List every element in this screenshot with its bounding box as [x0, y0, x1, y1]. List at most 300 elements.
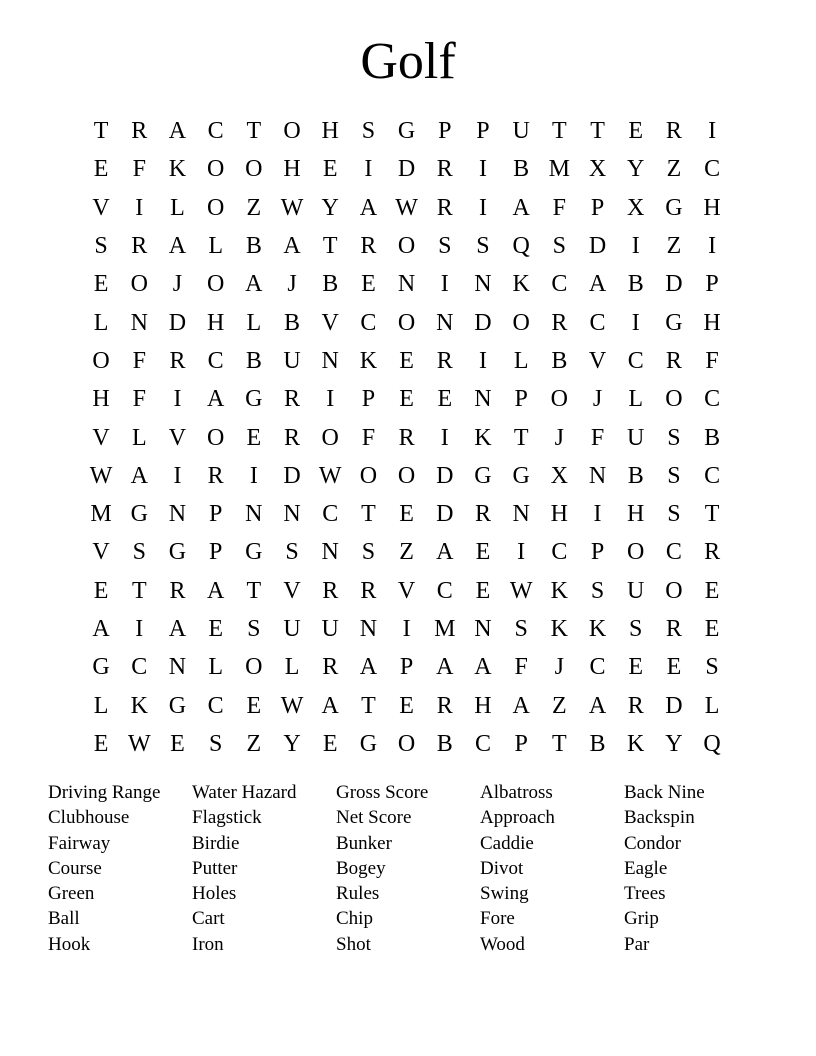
grid-letter: E — [246, 692, 262, 719]
word-list-item: Green — [48, 883, 95, 905]
grid-letter: J — [554, 424, 565, 451]
grid-letter: P — [476, 118, 490, 145]
grid-letter: A — [206, 577, 225, 604]
grid-letter: F — [705, 347, 719, 374]
grid-letter: S — [667, 462, 681, 489]
grid-letter: S — [361, 539, 376, 566]
grid-letter: I — [135, 194, 144, 221]
grid-letter: R — [169, 577, 186, 604]
grid-letter: D — [665, 271, 683, 298]
grid-letter: J — [172, 271, 183, 298]
grid-row — [82, 495, 732, 533]
grid-letter: U — [627, 577, 645, 604]
grid-letter: H — [321, 118, 339, 145]
word-list-item: Grip — [624, 908, 659, 930]
grid-letter: P — [208, 539, 223, 566]
grid-letter: R — [322, 577, 339, 604]
grid-letter: B — [284, 309, 301, 336]
word-list-item: Albatross — [480, 782, 553, 803]
grid-letter: S — [667, 501, 681, 528]
grid-letter: R — [665, 347, 682, 374]
grid-letter: G — [359, 730, 378, 757]
grid-letter: R — [284, 424, 301, 451]
letter-grid — [82, 112, 732, 763]
grid-letter: O — [245, 654, 263, 681]
grid-letter: I — [326, 386, 335, 413]
grid-letter: H — [92, 386, 110, 413]
grid-letter: G — [245, 539, 263, 566]
grid-letter: K — [168, 156, 187, 183]
grid-letter: A — [92, 616, 110, 642]
grid-letter: E — [628, 654, 644, 681]
word-list-item: Backspin — [624, 807, 695, 829]
grid-letter: O — [397, 233, 416, 260]
grid-row — [82, 648, 732, 686]
grid-letter: E — [704, 577, 720, 604]
grid-letter: T — [513, 424, 529, 451]
grid-letter: P — [705, 271, 719, 298]
grid-letter: E — [475, 539, 491, 566]
grid-letter: R — [360, 233, 377, 260]
word-list-item: Back Nine — [624, 782, 705, 803]
grid-letter: K — [550, 616, 569, 642]
grid-letter: O — [283, 118, 301, 145]
grid-letter: K — [359, 347, 378, 374]
grid-letter: M — [434, 616, 456, 642]
grid-letter: L — [513, 347, 529, 374]
grid-row — [82, 189, 732, 227]
grid-letter: P — [514, 730, 528, 757]
grid-letter: E — [170, 730, 185, 757]
word-list-item: Flagstick — [192, 807, 262, 829]
grid-row — [82, 457, 732, 495]
grid-letter: E — [93, 271, 109, 298]
grid-letter: U — [283, 616, 301, 642]
grid-letter: A — [168, 616, 187, 642]
grid-letter: N — [397, 271, 416, 298]
grid-letter: N — [168, 501, 187, 528]
grid-letter: O — [206, 194, 225, 221]
grid-letter: L — [170, 194, 185, 221]
grid-letter: S — [208, 730, 223, 757]
grid-letter: X — [588, 156, 607, 183]
word-list-item: Holes — [192, 883, 237, 905]
grid-letter: G — [474, 462, 492, 489]
grid-letter: L — [628, 386, 644, 413]
grid-letter: T — [361, 692, 376, 719]
grid-letter: A — [588, 271, 607, 298]
grid-letter: N — [474, 616, 492, 642]
grid-letter: I — [593, 501, 602, 528]
grid-row — [82, 380, 732, 418]
grid-letter: R — [704, 539, 721, 566]
grid-letter: C — [551, 539, 568, 566]
word-list-column — [192, 780, 336, 957]
grid-letter: E — [628, 118, 644, 145]
grid-letter: I — [631, 309, 640, 336]
grid-letter: I — [708, 118, 717, 145]
grid-letter: L — [284, 654, 300, 681]
grid-letter: G — [130, 501, 148, 528]
grid-letter: S — [247, 616, 261, 642]
word-list-item: Bogey — [336, 857, 386, 879]
grid-row — [82, 227, 732, 265]
grid-letter: O — [397, 309, 416, 336]
grid-letter: S — [514, 616, 528, 642]
page-title: Golf — [360, 33, 456, 90]
grid-letter: C — [207, 692, 224, 719]
grid-letter: B — [704, 424, 721, 451]
grid-letter: H — [474, 692, 492, 719]
grid-letter: F — [361, 424, 376, 451]
word-list-item: Wood — [480, 933, 525, 955]
grid-letter: P — [361, 386, 376, 413]
grid-letter: E — [246, 424, 262, 451]
grid-letter: H — [550, 501, 569, 528]
grid-letter: E — [208, 616, 223, 642]
grid-letter: C — [207, 347, 224, 374]
grid-letter: T — [552, 730, 567, 757]
grid-letter: U — [512, 118, 530, 145]
grid-letter: N — [359, 616, 378, 642]
grid-letter: E — [437, 386, 453, 413]
grid-letter: E — [93, 730, 109, 757]
grid-letter: A — [512, 194, 530, 221]
grid-letter: H — [703, 194, 721, 221]
grid-letter: V — [283, 577, 301, 604]
word-list-item: Gross Score — [336, 782, 429, 803]
grid-letter: C — [589, 309, 606, 336]
grid-letter: L — [704, 692, 720, 719]
grid-letter: K — [550, 577, 569, 604]
grid-letter: E — [322, 730, 338, 757]
grid-letter: J — [287, 271, 297, 298]
grid-letter: G — [512, 462, 530, 489]
grid-row — [82, 150, 732, 188]
grid-letter: R — [665, 616, 682, 642]
grid-letter: B — [551, 347, 568, 374]
grid-letter: B — [589, 730, 606, 757]
grid-letter: R — [207, 462, 224, 489]
grid-letter: Z — [246, 194, 262, 221]
grid-letter: O — [397, 730, 416, 757]
grid-letter: L — [208, 233, 223, 260]
word-list-item: Course — [48, 857, 102, 879]
word-list-item: Condor — [624, 832, 681, 854]
grid-row — [82, 303, 732, 341]
word-list-column — [624, 780, 768, 957]
grid-letter: D — [436, 462, 454, 489]
grid-letter: U — [627, 424, 645, 451]
grid-letter: P — [590, 194, 605, 221]
grid-letter: L — [131, 424, 147, 451]
grid-letter: O — [627, 539, 645, 566]
grid-letter: F — [590, 424, 605, 451]
grid-letter: R — [665, 118, 682, 145]
grid-letter: I — [478, 347, 487, 374]
word-list-item: Chip — [336, 908, 373, 930]
grid-letter: A — [436, 539, 454, 566]
grid-letter: T — [361, 501, 376, 528]
grid-letter: B — [627, 462, 644, 489]
grid-letter: A — [588, 692, 607, 719]
grid-letter: O — [665, 386, 683, 413]
grid-letter: D — [665, 692, 683, 719]
grid-letter: R — [131, 118, 148, 145]
grid-letter: H — [283, 156, 301, 183]
word-list-item: Cart — [192, 908, 225, 930]
grid-letter: I — [478, 156, 487, 183]
grid-letter: B — [513, 156, 530, 183]
word-list-item: Trees — [624, 883, 666, 905]
word-list-item: Clubhouse — [48, 807, 130, 829]
grid-letter: N — [474, 271, 492, 298]
word-list-column — [336, 780, 480, 957]
grid-letter: N — [436, 309, 454, 336]
word-list-item: Birdie — [192, 832, 240, 854]
grid-letter: S — [285, 539, 299, 566]
grid-letter: A — [206, 386, 225, 413]
grid-letter: Z — [246, 730, 262, 757]
word-list-item: Water Hazard — [192, 782, 297, 803]
grid-letter: N — [474, 386, 492, 413]
grid-letter: K — [627, 730, 645, 757]
grid-letter: E — [93, 156, 109, 183]
grid-letter: H — [703, 309, 721, 336]
grid-letter: S — [629, 616, 643, 642]
grid-letter: R — [284, 386, 301, 413]
grid-letter: E — [399, 347, 414, 374]
grid-letter: T — [131, 577, 147, 604]
grid-letter: L — [93, 309, 109, 336]
grid-letter: F — [514, 654, 528, 681]
grid-letter: T — [704, 501, 720, 528]
grid-letter: O — [206, 424, 225, 451]
grid-letter: E — [399, 692, 414, 719]
grid-letter: C — [589, 654, 606, 681]
grid-letter: W — [127, 730, 151, 757]
grid-letter: I — [173, 462, 182, 489]
grid-letter: G — [245, 386, 263, 413]
grid-letter: E — [475, 577, 491, 604]
word-list-column — [48, 780, 192, 957]
grid-letter: O — [92, 347, 110, 374]
grid-letter: R — [322, 654, 339, 681]
grid-letter: V — [588, 347, 607, 374]
word-list-item: Putter — [192, 857, 238, 879]
grid-letter: I — [173, 386, 182, 413]
grid-letter: V — [321, 309, 339, 336]
grid-letter: N — [321, 347, 339, 374]
grid-letter: O — [512, 309, 530, 336]
grid-letter: E — [399, 386, 414, 413]
grid-letter: P — [514, 386, 528, 413]
grid-letter: V — [168, 424, 187, 451]
grid-letter: V — [92, 194, 110, 221]
grid-letter: U — [283, 347, 301, 374]
grid-letter: L — [246, 309, 262, 336]
grid-letter: E — [399, 501, 414, 528]
grid-letter: O — [359, 462, 378, 489]
grid-letter: S — [476, 233, 490, 260]
grid-letter: C — [360, 309, 377, 336]
grid-letter: T — [93, 118, 109, 145]
grid-letter: G — [92, 654, 110, 681]
grid-letter: O — [397, 462, 416, 489]
grid-letter: H — [627, 501, 645, 528]
grid-letter: A — [168, 233, 187, 260]
grid-letter: F — [132, 156, 146, 183]
grid-letter: O — [245, 156, 263, 183]
grid-letter: E — [322, 156, 338, 183]
grid-letter: X — [550, 462, 569, 489]
grid-letter: S — [438, 233, 452, 260]
grid-letter: I — [478, 194, 487, 221]
grid-letter: O — [206, 271, 225, 298]
grid-letter: E — [93, 577, 109, 604]
grid-letter: K — [474, 424, 492, 451]
word-list-item: Ball — [48, 908, 80, 930]
grid-letter: R — [551, 309, 568, 336]
grid-letter: C — [322, 501, 339, 528]
grid-letter: N — [283, 501, 301, 528]
grid-letter: M — [548, 156, 571, 183]
grid-letter: N — [512, 501, 530, 528]
grid-letter: Y — [321, 194, 339, 221]
grid-letter: Y — [283, 730, 301, 757]
word-list-item: Bunker — [336, 832, 392, 854]
grid-letter: D — [474, 309, 492, 336]
grid-letter: N — [321, 539, 339, 566]
grid-letter: R — [436, 347, 453, 374]
grid-letter: I — [402, 616, 411, 642]
grid-letter: E — [666, 654, 682, 681]
grid-letter: E — [704, 616, 720, 642]
grid-letter: R — [398, 424, 415, 451]
grid-letter: N — [130, 309, 148, 336]
grid-letter: I — [440, 424, 449, 451]
grid-letter: G — [168, 539, 187, 566]
grid-letter: H — [206, 309, 225, 336]
grid-letter: Z — [552, 692, 567, 719]
grid-letter: N — [245, 501, 263, 528]
grid-letter: A — [130, 462, 148, 489]
grid-letter: D — [397, 156, 416, 183]
grid-letter: A — [512, 692, 530, 719]
grid-letter: S — [667, 424, 681, 451]
grid-letter: S — [94, 233, 108, 260]
grid-letter: O — [321, 424, 339, 451]
word-list-item: Eagle — [624, 857, 668, 879]
grid-letter: Z — [399, 539, 414, 566]
grid-letter: R — [169, 347, 186, 374]
word-list-item: Caddie — [480, 832, 534, 854]
grid-row — [82, 572, 732, 610]
grid-letter: A — [436, 654, 454, 681]
grid-letter: O — [130, 271, 148, 298]
grid-letter: T — [246, 118, 262, 145]
grid-row — [82, 342, 732, 380]
word-list-item: Rules — [336, 883, 380, 905]
grid-letter: Q — [512, 233, 530, 260]
grid-letter: B — [245, 233, 262, 260]
grid-letter: V — [397, 577, 416, 604]
grid-letter: I — [440, 271, 449, 298]
word-list-item: Par — [624, 933, 650, 955]
grid-row — [82, 610, 732, 648]
word-list-item: Fore — [480, 908, 515, 930]
grid-letter: R — [436, 692, 453, 719]
word-list-item: Divot — [480, 857, 524, 879]
word-list-item: Hook — [48, 933, 91, 955]
grid-letter: G — [168, 692, 187, 719]
grid-letter: K — [130, 692, 148, 719]
grid-row — [82, 112, 732, 150]
grid-letter: N — [168, 654, 187, 681]
grid-letter: B — [627, 271, 644, 298]
grid-letter: I — [249, 462, 258, 489]
grid-letter: R — [627, 692, 644, 719]
grid-letter: Z — [666, 156, 682, 183]
grid-letter: E — [361, 271, 376, 298]
grid-letter: T — [552, 118, 567, 145]
word-list — [48, 780, 768, 957]
grid-letter: K — [512, 271, 530, 298]
grid-letter: P — [208, 501, 223, 528]
grid-letter: S — [132, 539, 146, 566]
grid-letter: R — [360, 577, 377, 604]
word-list-item: Shot — [336, 933, 371, 955]
grid-letter: U — [321, 616, 339, 642]
grid-letter: I — [708, 233, 717, 260]
grid-letter: W — [280, 692, 304, 719]
grid-letter: I — [631, 233, 640, 260]
grid-letter: D — [283, 462, 301, 489]
grid-letter: W — [509, 577, 533, 604]
grid-letter: C — [627, 347, 644, 374]
grid-letter: K — [588, 616, 607, 642]
grid-letter: B — [436, 730, 453, 757]
grid-letter: S — [590, 577, 605, 604]
grid-letter: M — [90, 501, 112, 528]
grid-letter: I — [135, 616, 144, 642]
grid-letter: C — [474, 730, 491, 757]
grid-row — [82, 265, 732, 303]
grid-row — [82, 725, 732, 763]
grid-letter: A — [474, 654, 492, 681]
grid-letter: A — [168, 118, 187, 145]
grid-letter: A — [283, 233, 301, 260]
grid-letter: A — [245, 271, 263, 298]
grid-letter: T — [322, 233, 338, 260]
grid-letter: D — [588, 233, 607, 260]
grid-letter: J — [592, 386, 603, 413]
grid-letter: N — [588, 462, 607, 489]
grid-letter: R — [474, 501, 491, 528]
grid-letter: C — [704, 462, 721, 489]
grid-letter: Z — [666, 233, 682, 260]
grid-letter: F — [552, 194, 567, 221]
grid-letter: G — [665, 194, 683, 221]
grid-letter: J — [554, 654, 565, 681]
grid-letter: C — [704, 156, 721, 183]
grid-letter: Q — [703, 730, 721, 757]
grid-letter: W — [89, 462, 113, 489]
grid-letter: R — [131, 233, 148, 260]
grid-letter: O — [206, 156, 225, 183]
grid-letter: C — [207, 118, 224, 145]
word-list-item: Approach — [480, 807, 555, 829]
